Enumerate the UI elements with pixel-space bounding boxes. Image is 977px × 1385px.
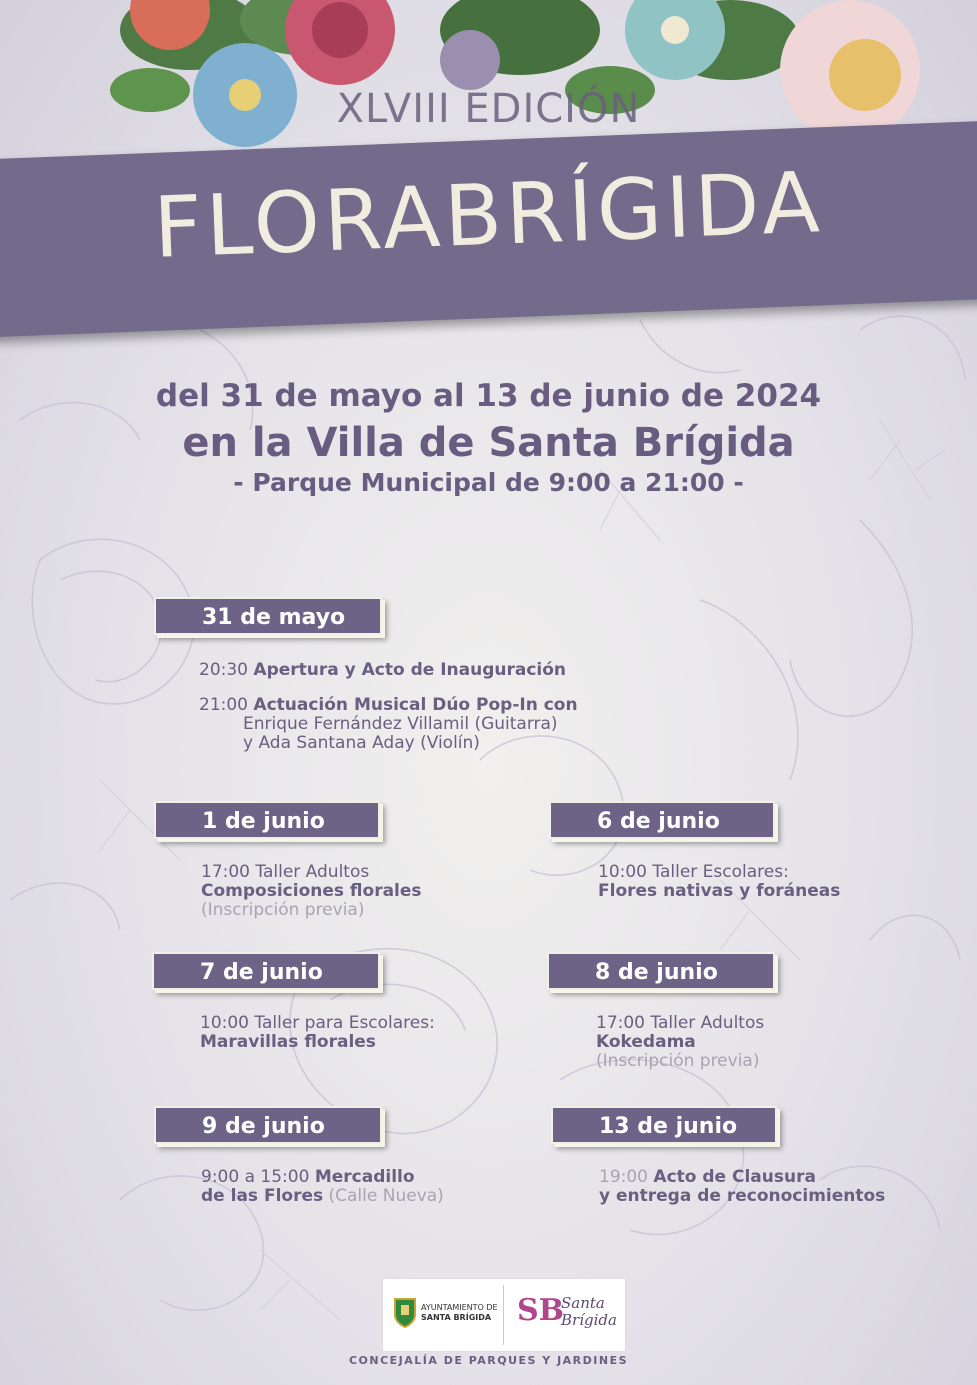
sponsor-logos [382,1278,626,1352]
logo-divider [503,1285,504,1345]
day-tag-jun9: 9 de junio [154,1106,382,1144]
event-may31-concert: 21:00 Actuación Musical Dúo Pop-In con Enrique Fernández Villamil (Guitarra) y Ada Santana Aday (Violín) [199,695,578,753]
date-range: del 31 de mayo al 13 de junio de 2024 [155,378,822,414]
event-jun1: 17:00 Taller Adultos Composiciones florales (Inscripción previa) [201,862,422,920]
event-jun7: 10:00 Taller para Escolares: Maravillas florales [200,1013,435,1052]
day-tag-may31: 31 de mayo [154,597,382,635]
event-jun6: 10:00 Taller Escolares: Flores nativas y foráneas [598,862,841,901]
day-tag-jun1: 1 de junio [154,801,380,839]
sb-monogram: SB [517,1293,565,1328]
footer-text: CONCEJALÍA DE PARQUES Y JARDINES [348,1354,629,1367]
day-tag-jun13: 13 de junio [551,1106,777,1144]
event-jun13: 19:00 Acto de Clausura y entrega de reconocimientos [599,1167,886,1206]
day-tag-jun7: 7 de junio [152,952,380,990]
santa-brigida-logo: Santa Brígida [561,1294,617,1329]
event-jun9: 9:00 a 15:00 Mercadillo de las Flores (Calle Nueva) [201,1167,444,1206]
ayuntamiento-logo: AYUNTAMIENTO DE SANTA BRÍGIDA [421,1303,498,1322]
event-jun8: 17:00 Taller Adultos Kokedama (Inscripción previa) [596,1013,765,1071]
venue-hours: - Parque Municipal de 9:00 a 21:00 - [233,468,744,497]
location-line: en la Villa de Santa Brígida [182,420,795,466]
day-tag-jun8: 8 de junio [547,952,775,990]
event-title: FLORABRÍGIDA [151,153,826,277]
edition-label: XLVIII EDICIÓN [336,86,641,132]
event-may31-opening: 20:30 Apertura y Acto de Inauguración [199,660,567,680]
day-tag-jun6: 6 de junio [549,801,775,839]
coat-of-arms-icon [393,1297,417,1329]
